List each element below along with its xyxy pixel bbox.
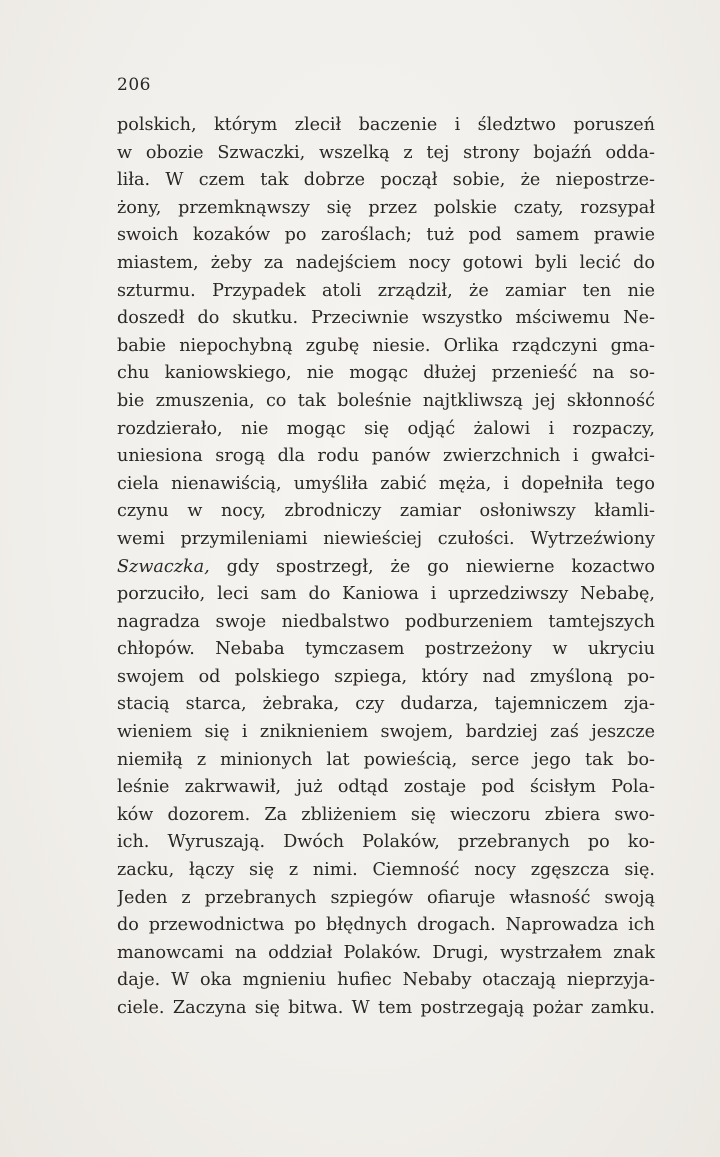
text-line-28: zacku, łączy się z nimi. Ciemność nocy zgęszcza się. [117, 860, 655, 881]
text-line-2: w obozie Szwaczki, wszelką z tej strony bojaźń odda- [117, 142, 655, 163]
text-line-32: daje. W oka mgnieniu hufiec Nebaby otaczają nieprzyja- [117, 970, 655, 991]
page-number: 206 [117, 75, 151, 95]
text-line-18: porzuciło, leci sam do Kaniowa i uprzedziwszy Nebabę, [117, 584, 655, 605]
text-line-24: niemiłą z minionych lat powieścią, serce jego tak bo- [117, 749, 655, 770]
text-line-17-rest: gdy spostrzegł, że go niewierne kozactwo [226, 556, 655, 577]
text-line-27: ich. Wyruszają. Dwóch Polaków, przebranych po ko- [117, 832, 655, 853]
text-line-26: ków dozorem. Za zbliżeniem się wieczoru zbiera swo- [117, 804, 655, 825]
text-line-29: Jeden z przebranych szpiegów ofiaruje własność swoją [117, 887, 655, 908]
text-line-33: ciele. Zaczyna się bitwa. W tem postrzegają pożar zamku. [117, 998, 655, 1018]
text-line-31: manowcami na oddział Polaków. Drugi, wystrzałem znak [117, 942, 655, 963]
body-text [117, 112, 655, 1023]
text-line-4: żony, przemknąwszy się przez polskie czaty, rozsypał [117, 197, 655, 218]
text-line-3: liła. W czem tak dobrze począł sobie, że niepostrze- [117, 170, 655, 191]
text-line-8: doszedł do skutku. Przeciwnie wszystko mściwemu Ne- [117, 308, 655, 329]
text-line-12: rozdzierało, nie mogąc się odjąć żalowi i rozpaczy, [117, 418, 655, 439]
italic-name: Szwaczka, [117, 556, 210, 577]
text-line-23: wieniem się i zniknieniem swojem, bardziej zaś jeszcze [117, 722, 655, 743]
text-line-13: uniesiona srogą dla rodu panów zwierzchnich i gwałci- [117, 446, 655, 467]
text-line-7: szturmu. Przypadek atoli zrządził, że zamiar ten nie [117, 280, 655, 301]
text-line-17 [117, 554, 655, 582]
text-line-15: czynu w nocy, zbrodniczy zamiar osłoniwszy kłamli- [117, 501, 655, 522]
text-line-25: leśnie zakrwawił, już odtąd zostaje pod ścisłym Pola- [117, 777, 655, 798]
text-line-22: stacią starca, żebraka, czy dudarza, tajemniczem zja- [117, 694, 655, 715]
text-line-10: chu kaniowskiego, nie mogąc dłużej przenieść na so- [117, 363, 655, 384]
text-line-20: chłopów. Nebaba tymczasem postrzeżony w ukryciu [117, 639, 655, 660]
text-line-21: swojem od polskiego szpiega, który nad zmyśloną po- [117, 666, 655, 687]
text-line-11: bie zmuszenia, co tak boleśnie najtkliwszą jej skłonność [117, 390, 655, 411]
text-line-30: do przewodnictwa po błędnych drogach. Naprowadza ich [117, 915, 655, 936]
text-line-6: miastem, żeby za nadejściem nocy gotowi byli lecić do [117, 252, 655, 273]
text-line-1: polskich, którym zlecił baczenie i śledztwo poruszeń [117, 115, 655, 135]
text-line-16: wemi przymileniami niewieściej czułości. Wytrzeźwiony [117, 528, 655, 549]
text-line-9: babie niepochybną zgubę niesie. Orlika rządczyni gma- [117, 335, 655, 356]
text-line-14: ciela nienawiścią, umyśliła zabić męża, i dopełniła tego [117, 473, 655, 494]
text-line-5: swoich kozaków po zaroślach; tuż pod samem prawie [117, 225, 655, 246]
text-line-19: nagradza swoje niedbalstwo podburzeniem tamtejszych [117, 611, 655, 632]
